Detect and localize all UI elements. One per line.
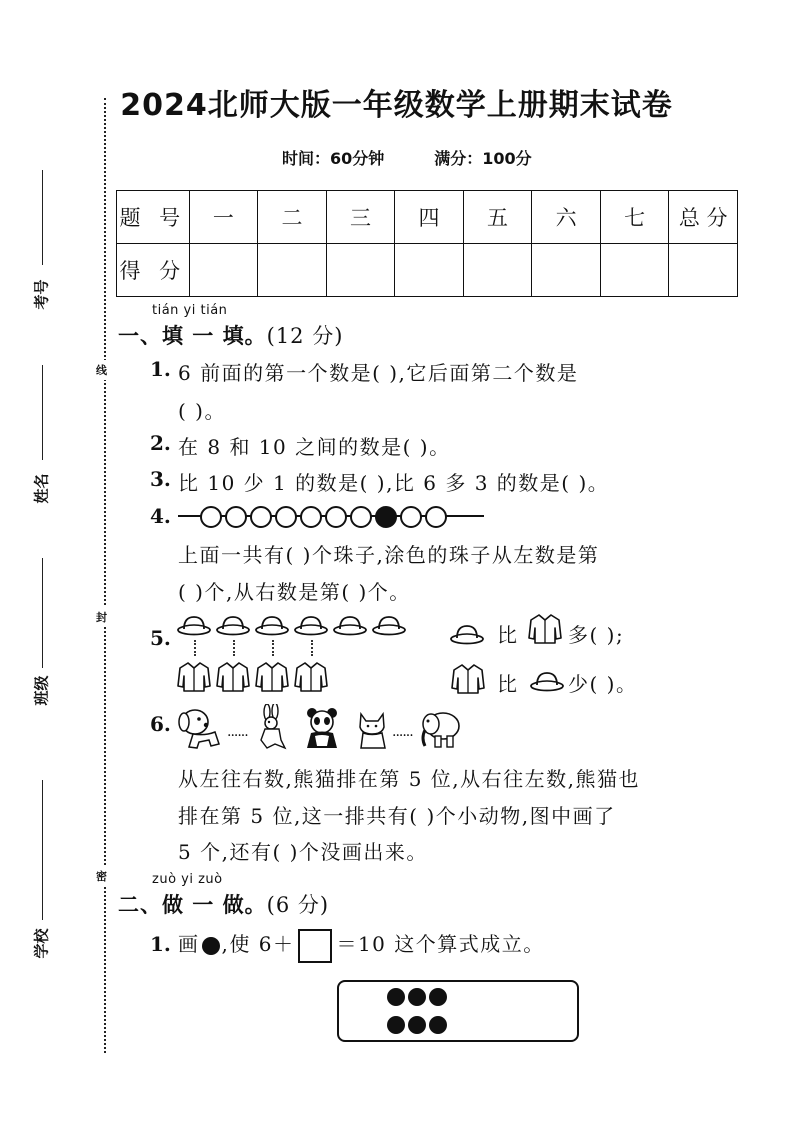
q4-line2: ( )个,从右数是第( )个。 xyxy=(178,580,411,604)
bead xyxy=(275,506,297,528)
q6-number: 6. xyxy=(150,712,171,736)
coat-icon xyxy=(450,662,486,696)
name-label: 姓名 xyxy=(32,473,51,504)
bead xyxy=(300,506,322,528)
table-cell: 七 xyxy=(600,191,669,244)
q4-number: 4. xyxy=(150,504,171,528)
coat-icon xyxy=(176,660,212,694)
filled-bead xyxy=(375,506,397,528)
table-cell: 一 xyxy=(189,191,258,244)
score-input-cell[interactable] xyxy=(532,244,601,297)
table-cell: 题 号 xyxy=(117,191,190,244)
table-cell: 三 xyxy=(326,191,395,244)
matching-dots xyxy=(272,640,274,656)
compare2-text-end: 少( )。 xyxy=(568,672,638,696)
matching-dots xyxy=(233,640,235,656)
page-title: 2024北师大版一年级数学上册期末试卷 xyxy=(120,88,673,123)
section2-points: (6 分) xyxy=(266,893,330,917)
bead xyxy=(425,506,447,528)
score-input-cell[interactable] xyxy=(326,244,395,297)
table-cell: 六 xyxy=(532,191,601,244)
s2-q1-number: 1. xyxy=(150,932,171,956)
compare2-text-bi: 比 xyxy=(497,672,519,696)
filled-dot xyxy=(408,1016,426,1034)
filled-dot-icon xyxy=(202,937,220,955)
coat-icon xyxy=(254,660,290,694)
class-line[interactable] xyxy=(42,558,43,668)
elephant-icon xyxy=(417,708,463,750)
coat-icon xyxy=(527,612,563,646)
binding-word-mi: 密 xyxy=(96,866,107,886)
drawing-box[interactable] xyxy=(337,980,579,1042)
score-table-header-row xyxy=(117,191,738,244)
q3-line1: 比 10 少 1 的数是( ),比 6 多 3 的数是( )。 xyxy=(178,471,610,495)
hat-icon xyxy=(294,614,328,636)
section1-heading xyxy=(118,320,343,350)
q2-number: 2. xyxy=(150,431,171,455)
table-cell: 总 分 xyxy=(669,191,738,244)
filled-dot xyxy=(387,988,405,1006)
exam-info xyxy=(282,146,582,169)
score-input-cell[interactable] xyxy=(600,244,669,297)
section2-pinyin: zuò yi zuò xyxy=(152,872,223,887)
filled-dot xyxy=(429,988,447,1006)
exam-id-line[interactable] xyxy=(42,170,43,265)
hat-icon xyxy=(216,614,250,636)
bead xyxy=(250,506,272,528)
bead xyxy=(325,506,347,528)
q6-line3: 5 个,还有( )个没画出来。 xyxy=(178,840,428,864)
score-input-cell[interactable] xyxy=(258,244,327,297)
bead xyxy=(350,506,372,528)
hat-icon xyxy=(530,670,564,692)
hat-icon xyxy=(177,614,211,636)
matching-dots xyxy=(194,640,196,656)
name-line[interactable] xyxy=(42,365,43,460)
s2-q1-text-a: 画 xyxy=(178,932,200,956)
binding-dotted-line xyxy=(104,98,106,1053)
q1-number: 1. xyxy=(150,357,171,381)
table-cell: 五 xyxy=(463,191,532,244)
class-label: 班级 xyxy=(32,675,51,706)
filled-dot xyxy=(429,1016,447,1034)
exam-time: 时间：60分钟 xyxy=(282,149,385,168)
table-cell: 四 xyxy=(395,191,464,244)
score-table xyxy=(116,190,738,297)
q3-number: 3. xyxy=(150,467,171,491)
table-cell: 得 分 xyxy=(117,244,190,297)
bead xyxy=(225,506,247,528)
compare1-text-end: 多( ); xyxy=(568,623,625,647)
section2-title: 二、做 一 做。 xyxy=(118,892,267,917)
matching-dots xyxy=(311,640,313,656)
section1-points: (12 分) xyxy=(266,324,344,348)
bead xyxy=(200,506,222,528)
bead xyxy=(400,506,422,528)
binding-word-feng: 封 xyxy=(96,607,107,627)
section2-heading xyxy=(118,889,329,919)
section1-title: 一、填 一 填。 xyxy=(118,323,267,348)
bead-string xyxy=(178,504,484,528)
binding-word-xian: 线 xyxy=(96,360,107,380)
hat-icon xyxy=(450,623,484,645)
section1-pinyin: tián yi tián xyxy=(152,303,228,318)
hat-icon xyxy=(255,614,289,636)
compare1-text-bi: 比 xyxy=(497,623,519,647)
q1-line1: 6 前面的第一个数是( ),它后面第二个数是 xyxy=(178,361,579,385)
score-table-score-row xyxy=(117,244,738,297)
filled-dot xyxy=(408,988,426,1006)
q6-line1: 从左往右数,熊猫排在第 5 位,从右往左数,熊猫也 xyxy=(178,767,641,791)
exam-full-score: 满分：100分 xyxy=(434,149,532,168)
s2-q1-text-c: ＝10 这个算式成立。 xyxy=(336,932,545,956)
q5-number: 5. xyxy=(150,626,171,650)
exam-id-label: 考号 xyxy=(32,279,51,310)
s2-q1-line xyxy=(178,928,545,963)
answer-square[interactable] xyxy=(298,929,332,963)
animal-gap-dots: ...... xyxy=(227,724,248,740)
coat-icon xyxy=(293,660,329,694)
score-input-cell[interactable] xyxy=(395,244,464,297)
score-input-cell[interactable] xyxy=(189,244,258,297)
q6-line2: 排在第 5 位,这一排共有( )个小动物,图中画了 xyxy=(178,804,616,828)
s2-q1-text-b: ,使 6＋ xyxy=(221,932,295,956)
score-input-cell[interactable] xyxy=(669,244,738,297)
dog-icon xyxy=(175,706,225,752)
school-line[interactable] xyxy=(42,780,43,920)
school-label: 学校 xyxy=(32,928,51,959)
rabbit-icon xyxy=(255,704,289,752)
q2-line1: 在 8 和 10 之间的数是( )。 xyxy=(178,435,451,459)
filled-dot xyxy=(387,1016,405,1034)
coat-icon xyxy=(215,660,251,694)
q1-line2: ( )。 xyxy=(178,399,226,423)
q4-line1: 上面一共有( )个珠子,涂色的珠子从左数是第 xyxy=(178,543,600,567)
animal-gap-dots: ...... xyxy=(392,724,413,740)
cat-icon xyxy=(355,710,391,752)
table-cell: 二 xyxy=(258,191,327,244)
hat-icon xyxy=(372,614,406,636)
hat-icon xyxy=(333,614,367,636)
panda-icon xyxy=(303,706,343,752)
score-input-cell[interactable] xyxy=(463,244,532,297)
